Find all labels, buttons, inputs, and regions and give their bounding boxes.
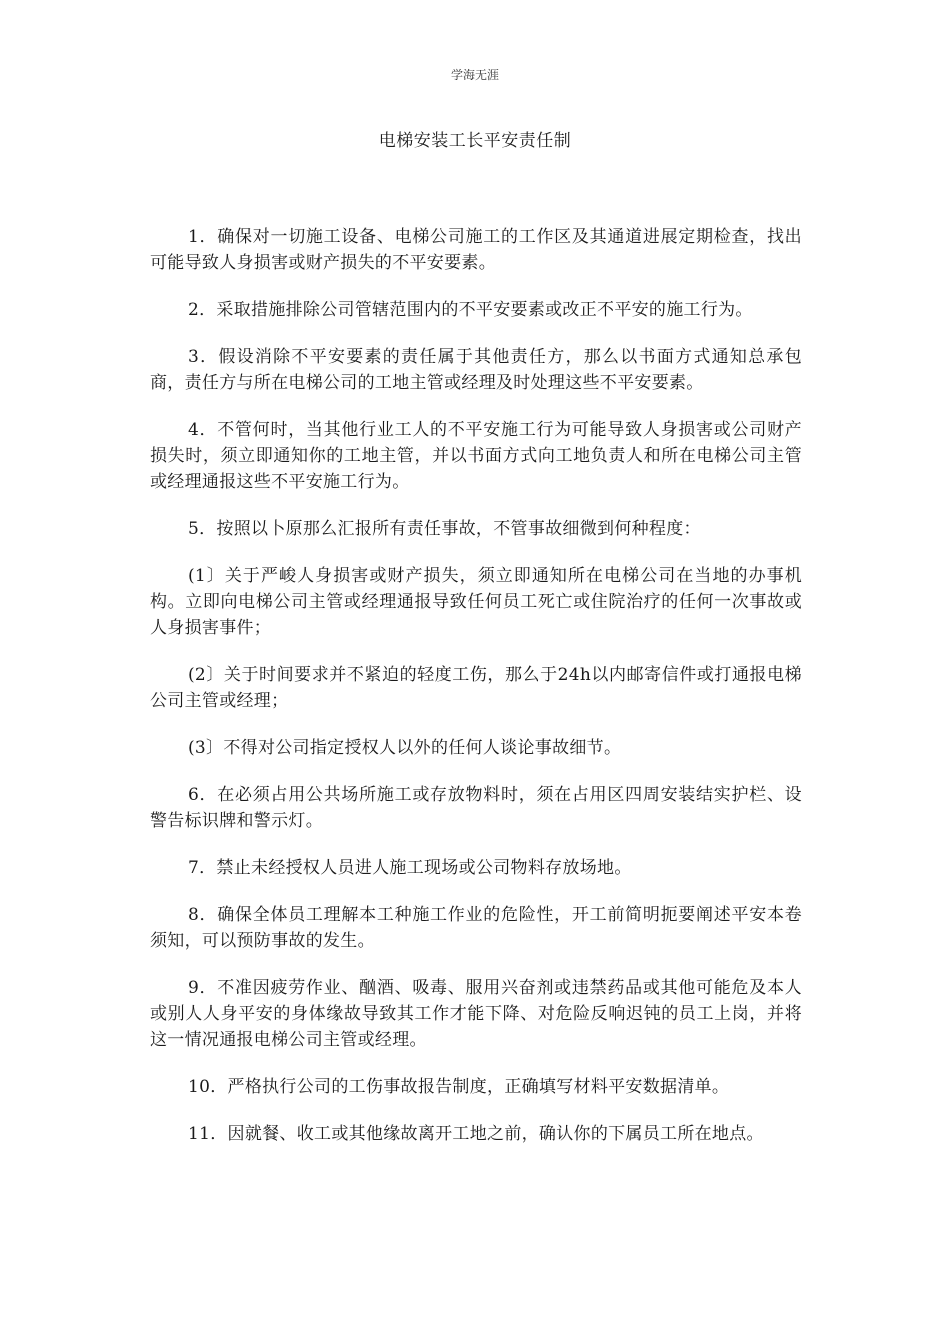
page-header: 学海无涯 [450,68,499,82]
paragraph-10: 10．严格执行公司的工伤事故报告制度，正确填写材料平安数据清单。 [188,1077,730,1097]
paragraph-1: 1．确保对一切施工设备、电梯公司施工的工作区及其通道进展定期检查，找出可能导致人身损害或财产损失的不平安要素。 [150,227,802,273]
paragraph-4: 4．不管何时，当其他行业工人的不平安施工行为可能导致人身损害或公司财产损失时，须立即通知你的工地主管，并以书面方式向工地负责人和所在电梯公司主管或经理通报这些不平安施工行为。 [150,420,802,492]
paragraph-2: 2．采取措施排除公司管辖范围内的不平安要素或改正不平安的施工行为。 [188,300,753,320]
paragraph-5-1: (1〕关于严峻人身损害或财产损失，须立即通知所在电梯公司在当地的办事机构。立即向电梯公司主管或经理通报导致任何员工死亡或住院治疗的任何一次事故或人身损害事件； [150,566,802,638]
paragraph-5: 5．按照以卜原那么汇报所有责任事故，不管事故细微到何种程度： [188,519,701,539]
paragraph-9: 9．不准因疲劳作业、酗酒、吸毒、服用兴奋剂或违禁药品或其他可能危及本人或别人人身平安的身体缘故导致其工作才能下降、对危险反响迟钝的员工上岗，并将这一情况通报电梯公司主管或经理。 [150,978,802,1050]
paragraph-3: 3．假设消除不平安要素的责任属于其他责任方，那么以书面方式通知总承包商，责任方与所在电梯公司的工地主管或经理及时处理这些不平安要素。 [150,347,802,393]
document-title: 电梯安装工长平安责任制 [378,131,572,151]
paragraph-5-2: (2〕关于时间要求并不紧迫的轻度工伤，那么于24h以内邮寄信件或打通报电梯公司主管或经理； [150,665,802,711]
paragraph-11: 11．因就餐、收工或其他缘故离开工地之前，确认你的下属员工所在地点。 [188,1124,764,1144]
paragraph-7: 7．禁止未经授权人员进人施工现场或公司物料存放场地。 [188,858,632,878]
paragraph-6: 6．在必须占用公共场所施工或存放物料时，须在占用区四周安装结实护栏、设警告标识牌和警示灯。 [150,785,802,831]
document-body [150,224,802,1147]
paragraph-5-3: (3〕不得对公司指定授权人以外的任何人谈论事故细节。 [188,738,622,758]
paragraph-8: 8．确保全体员工理解本工种施工作业的危险性，开工前简明扼要阐述平安本卷须知，可以预防事故的发生。 [150,905,802,951]
